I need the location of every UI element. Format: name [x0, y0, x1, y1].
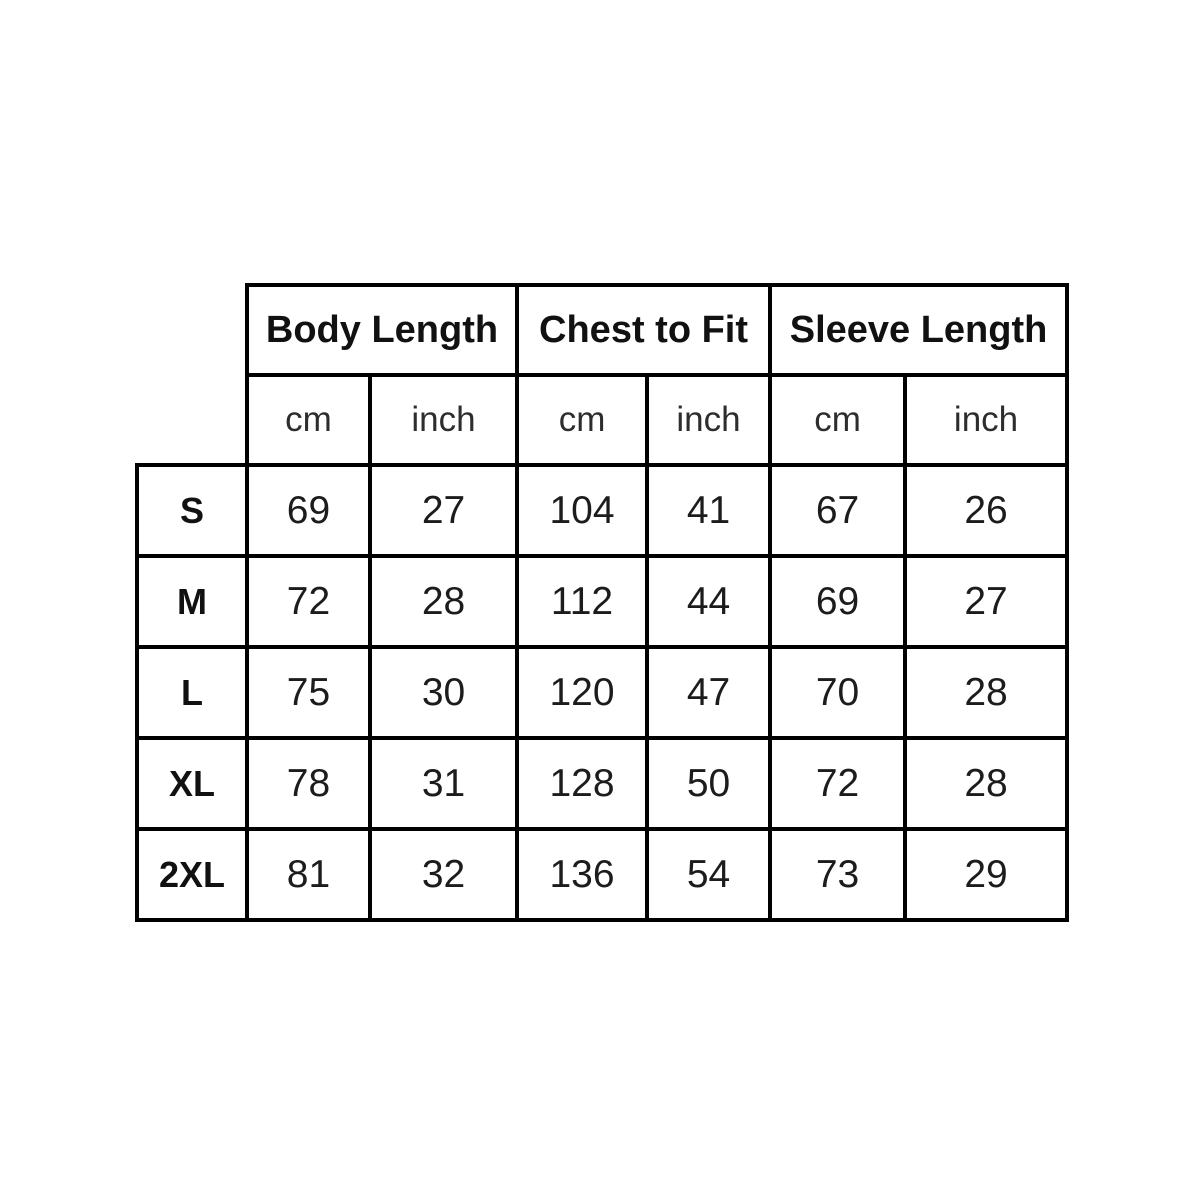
value-cell: 69	[247, 465, 370, 556]
value-cell: 73	[770, 829, 905, 920]
size-label: S	[137, 465, 247, 556]
value-cell: 136	[517, 829, 647, 920]
value-cell: 32	[370, 829, 517, 920]
value-cell: 70	[770, 647, 905, 738]
value-cell: 128	[517, 738, 647, 829]
value-cell: 75	[247, 647, 370, 738]
column-group-sleeve-length: Sleeve Length	[770, 285, 1067, 375]
size-chart-table	[135, 283, 1069, 922]
value-cell: 104	[517, 465, 647, 556]
column-group-body-length: Body Length	[247, 285, 517, 375]
table-row-xl	[137, 738, 1067, 829]
value-cell: 31	[370, 738, 517, 829]
size-label: XL	[137, 738, 247, 829]
unit-header-sleeve-cm: cm	[770, 375, 905, 465]
unit-header-sleeve-inch: inch	[905, 375, 1067, 465]
value-cell: 26	[905, 465, 1067, 556]
table-row-2xl	[137, 829, 1067, 920]
column-group-header-row	[137, 285, 1067, 375]
value-cell: 41	[647, 465, 770, 556]
unit-header-chest-cm: cm	[517, 375, 647, 465]
size-label: 2XL	[137, 829, 247, 920]
value-cell: 112	[517, 556, 647, 647]
value-cell: 28	[905, 738, 1067, 829]
table-row-m	[137, 556, 1067, 647]
unit-header-body-inch: inch	[370, 375, 517, 465]
value-cell: 28	[370, 556, 517, 647]
size-label: L	[137, 647, 247, 738]
table-row-l	[137, 647, 1067, 738]
size-label: M	[137, 556, 247, 647]
unit-header-chest-inch: inch	[647, 375, 770, 465]
value-cell: 67	[770, 465, 905, 556]
value-cell: 27	[905, 556, 1067, 647]
unit-header-body-cm: cm	[247, 375, 370, 465]
value-cell: 120	[517, 647, 647, 738]
value-cell: 44	[647, 556, 770, 647]
table-row-s	[137, 465, 1067, 556]
unit-header-row	[137, 375, 1067, 465]
value-cell: 28	[905, 647, 1067, 738]
value-cell: 47	[647, 647, 770, 738]
value-cell: 54	[647, 829, 770, 920]
value-cell: 69	[770, 556, 905, 647]
value-cell: 27	[370, 465, 517, 556]
column-group-chest-to-fit: Chest to Fit	[517, 285, 770, 375]
value-cell: 50	[647, 738, 770, 829]
value-cell: 72	[770, 738, 905, 829]
value-cell: 30	[370, 647, 517, 738]
value-cell: 72	[247, 556, 370, 647]
value-cell: 29	[905, 829, 1067, 920]
value-cell: 81	[247, 829, 370, 920]
value-cell: 78	[247, 738, 370, 829]
corner-spacer	[137, 285, 247, 465]
